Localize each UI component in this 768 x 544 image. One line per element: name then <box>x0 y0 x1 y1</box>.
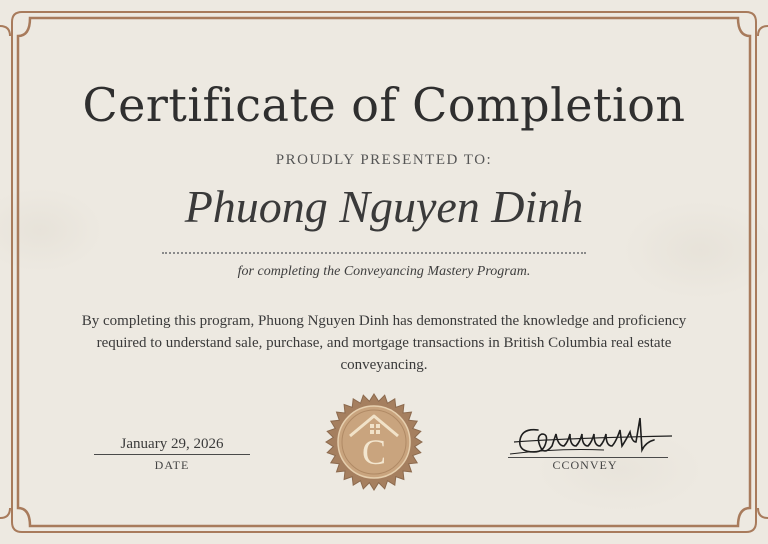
name-underline <box>162 252 586 254</box>
date-label: DATE <box>154 458 190 472</box>
signature-label: CCONVEY <box>552 458 618 472</box>
program-line: for completing the Conveyancing Mastery Program. <box>237 264 531 279</box>
date-value: January 29, 2026 <box>94 436 250 455</box>
certificate-body: By completing this program, Phuong Nguyen Dinh has demonstrated the knowledge and proficiency required to understand sale, purchase, and mortgage transactions in British Columbia real estate conveyancing. <box>81 313 687 373</box>
certificate-title: Certificate of Completion <box>82 78 686 132</box>
house-seal-icon <box>324 392 424 492</box>
signature-icon <box>508 412 678 462</box>
seal-letter: C <box>361 432 387 472</box>
presented-to-label: PROUDLY PRESENTED TO: <box>275 152 493 168</box>
recipient-name: Phuong Nguyen Dinh <box>184 181 584 232</box>
